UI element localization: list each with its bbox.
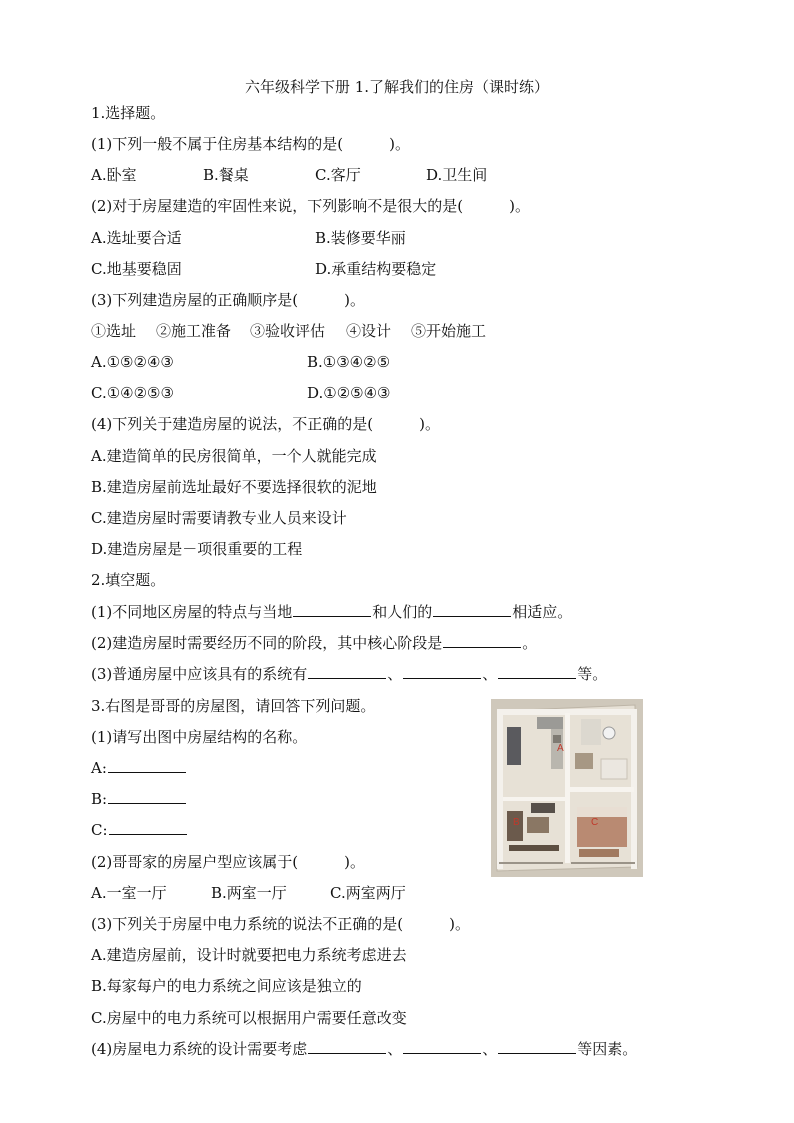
- figure-label-c: C: [591, 817, 599, 828]
- answer-blank[interactable]: [308, 1039, 386, 1054]
- answer-blank[interactable]: [109, 820, 187, 835]
- section-1-heading: 1.选择题。: [91, 104, 166, 122]
- q3-2-option-c: C.两室两厅: [330, 884, 406, 902]
- q1-3-option-c: C.①④②⑤③: [91, 384, 174, 402]
- answer-blank[interactable]: [403, 1039, 481, 1054]
- q3-3-option-b: B.每家每户的电力系统之间应该是独立的: [91, 977, 362, 995]
- q3-3-option-c: C.房屋中的电力系统可以根据用户需要任意改变: [91, 1009, 407, 1027]
- answer-blank[interactable]: [443, 633, 521, 648]
- q1-1-option-c: C.客厅: [315, 166, 361, 184]
- answer-blank[interactable]: [498, 1039, 576, 1054]
- q3-2-option-b: B.两室一厅: [211, 884, 287, 902]
- q1-3-option-d: D.①②⑤④③: [307, 384, 391, 402]
- page-title: 六年级科学下册 1.了解我们的住房（课时练）: [244, 78, 550, 96]
- q3-1-label-c-line: C:: [91, 820, 188, 840]
- q3-1-label-b-line: B:: [91, 789, 187, 809]
- answer-blank[interactable]: [108, 758, 186, 773]
- q1-3-stem: (3)下列建造房屋的正确顺序是( )。: [91, 291, 365, 309]
- q1-3-step-4: ④设计: [346, 322, 392, 340]
- q1-1-option-a: A.卧室: [91, 166, 137, 184]
- q3-2-option-a: A.一室一厅: [91, 884, 167, 902]
- answer-blank[interactable]: [293, 602, 371, 617]
- q1-1-option-b: B.餐桌: [203, 166, 249, 184]
- q1-2-option-d: D.承重结构要稳定: [315, 260, 437, 278]
- q1-4-option-c: C.建造房屋时需要请教专业人员来设计: [91, 509, 347, 527]
- q3-4-line: (4)房屋电力系统的设计需要考虑 、 、 等因素。: [91, 1040, 638, 1058]
- q1-1-option-d: D.卫生间: [426, 166, 488, 184]
- house-floorplan-image: [491, 699, 643, 877]
- q1-2-option-a: A.选址要合适: [91, 229, 182, 247]
- answer-blank[interactable]: [308, 664, 386, 679]
- q3-3-stem: (3)下列关于房屋中电力系统的说法不正确的是( )。: [91, 915, 470, 933]
- q1-4-option-d: D.建造房屋是－项很重要的工程: [91, 540, 303, 558]
- q1-4-option-b: B.建造房屋前选址最好不要选择很软的泥地: [91, 478, 377, 496]
- answer-blank[interactable]: [498, 664, 576, 679]
- answer-blank[interactable]: [433, 602, 511, 617]
- q2-3-line: (3)普通房屋中应该具有的系统有 、 、 等。: [91, 665, 608, 683]
- q1-3-option-b: B.①③④②⑤: [307, 353, 391, 371]
- answer-blank[interactable]: [403, 664, 481, 679]
- q3-3-option-a: A.建造房屋前，设计时就要把电力系统考虑进去: [91, 946, 407, 964]
- q1-3-step-1: ①选址: [91, 322, 137, 340]
- q1-4-stem: (4)下列关于建造房屋的说法，不正确的是( )。: [91, 415, 440, 433]
- figure-label-b: B: [513, 817, 520, 828]
- q2-2-line: (2)建造房屋时需要经历不同的阶段，其中核心阶段是 。: [91, 634, 538, 652]
- q1-1-stem: (1)下列一般不属于住房基本结构的是( )。: [91, 135, 410, 153]
- q1-3-option-a: A.①⑤②④③: [91, 353, 174, 371]
- q1-3-step-3: ③验收评估: [250, 322, 326, 340]
- figure-label-a: A: [557, 743, 564, 754]
- q3-2-stem: (2)哥哥家的房屋户型应该属于( )。: [91, 853, 365, 871]
- q1-2-stem: (2)对于房屋建造的牢固性来说，下列影响不是很大的是( )。: [91, 197, 530, 215]
- q1-3-step-5: ⑤开始施工: [411, 322, 487, 340]
- section-3-heading: 3.右图是哥哥的房屋图，请回答下列问题。: [91, 697, 376, 715]
- q1-4-option-a: A.建造简单的民房很简单，一个人就能完成: [91, 447, 377, 465]
- q2-1-line: (1)不同地区房屋的特点与当地 和人们的 相适应。: [91, 603, 573, 621]
- q3-1-label-a-line: A:: [91, 758, 187, 778]
- answer-blank[interactable]: [108, 789, 186, 804]
- q1-2-option-b: B.装修要华丽: [315, 229, 406, 247]
- floorplan-drawing: [491, 699, 643, 877]
- q1-2-option-c: C.地基要稳固: [91, 260, 182, 278]
- q1-3-step-2: ②施工准备: [156, 322, 232, 340]
- section-2-heading: 2.填空题。: [91, 571, 166, 589]
- q3-1-stem: (1)请写出图中房屋结构的名称。: [91, 728, 308, 746]
